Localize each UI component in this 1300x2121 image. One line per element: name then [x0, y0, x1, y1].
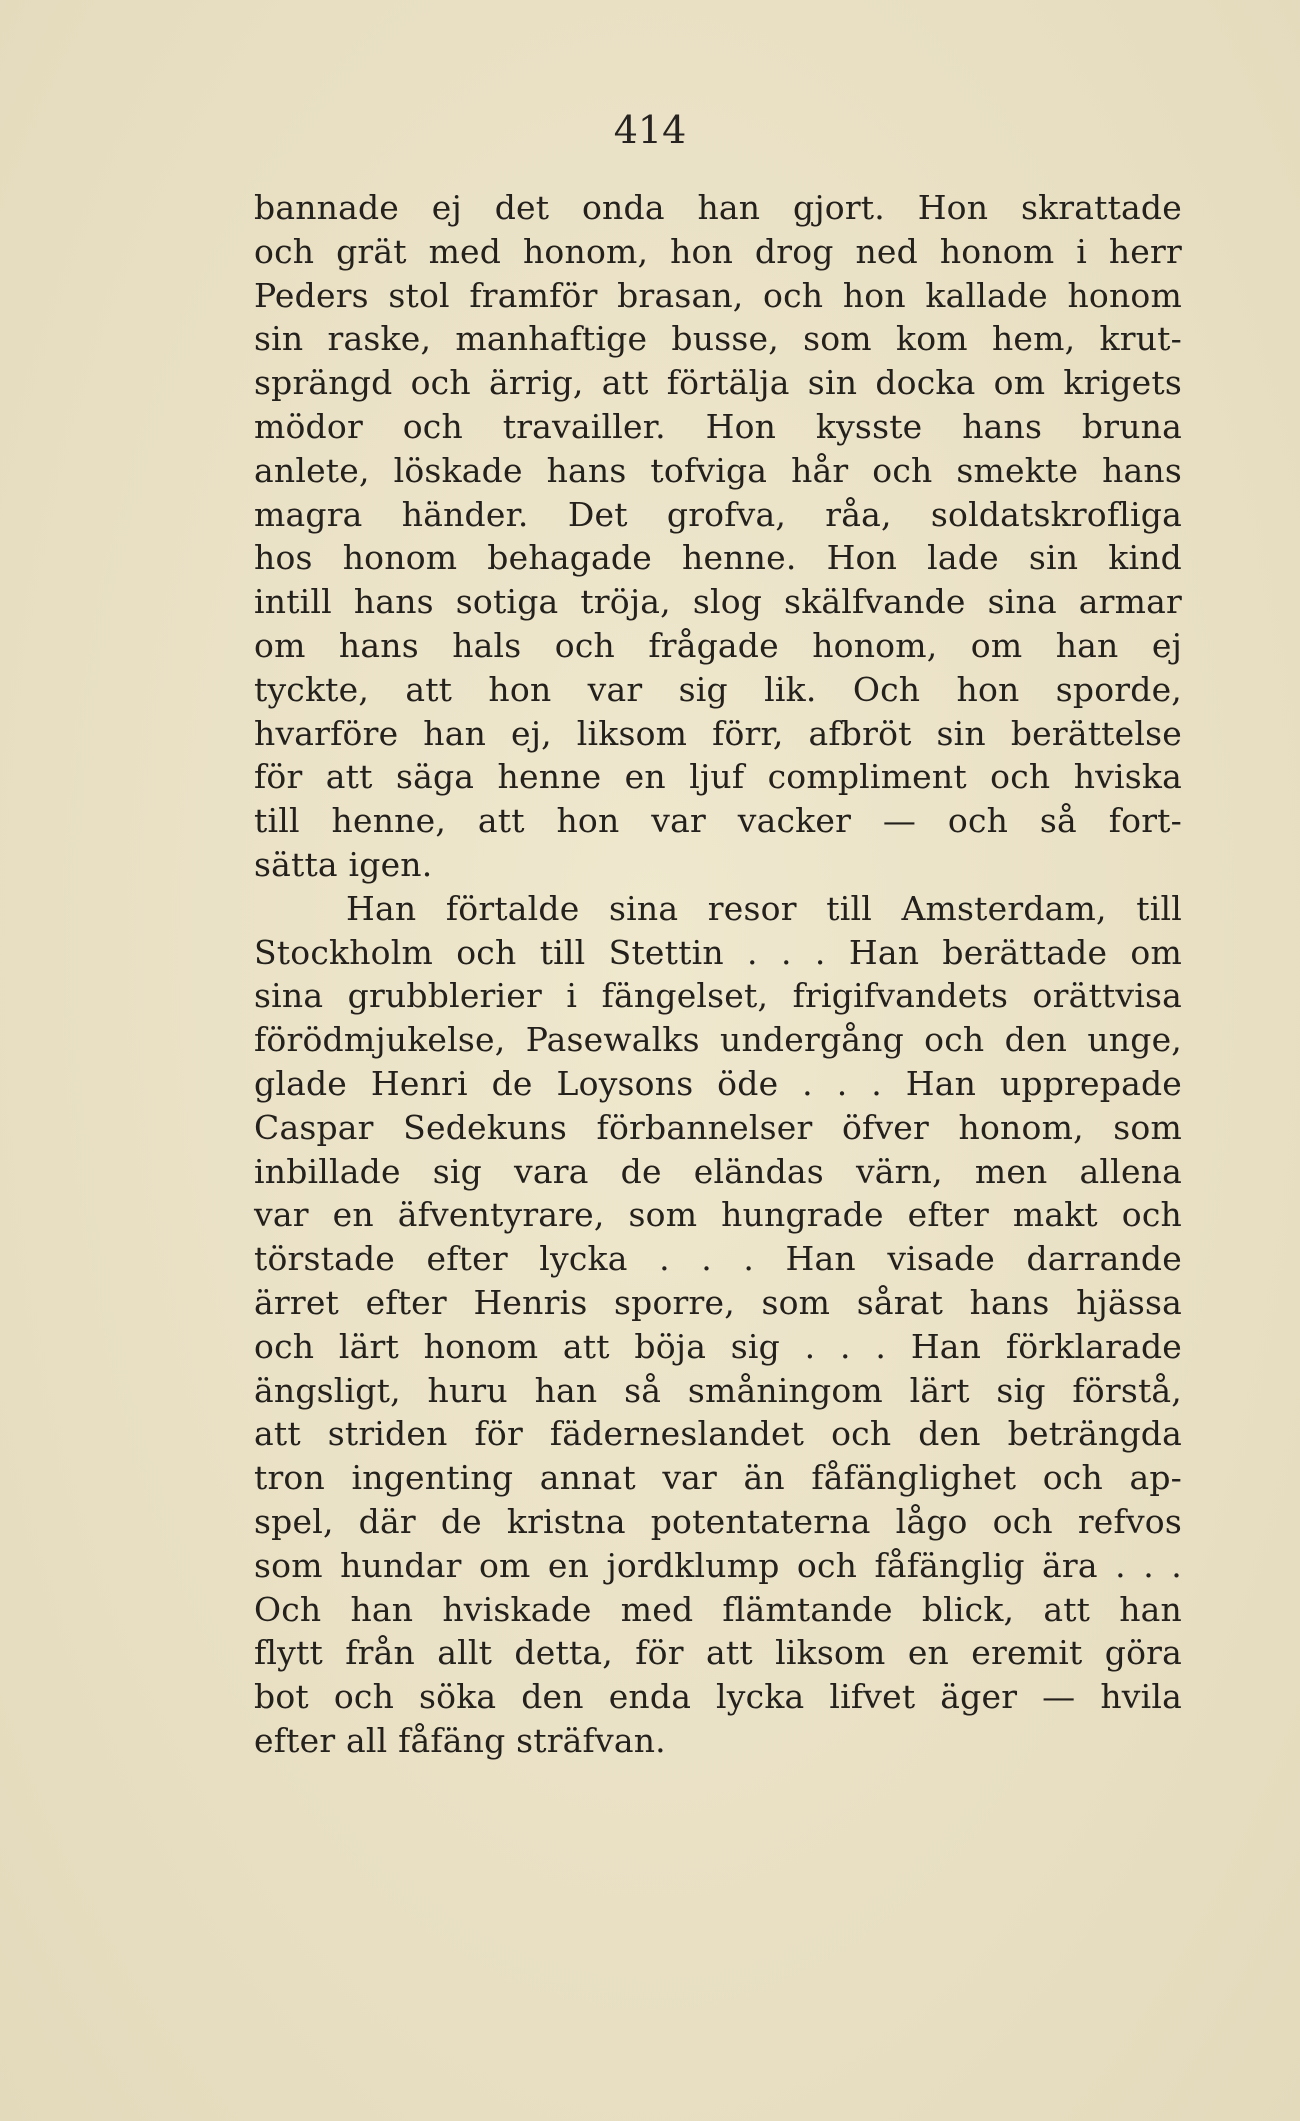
text-line: inbillade sig vara de eländas värn, men allena [254, 1151, 1182, 1191]
text-line: hos honom behagade henne. Hon lade sin kind [254, 538, 1182, 578]
text-line: sin raske, manhaftige busse, som kom hem, krut- [254, 319, 1182, 359]
text-line: som hundar om en jordklump och fåfänglig ära . . . [254, 1545, 1182, 1585]
text-line: tyckte, att hon var sig lik. Och hon sporde, [254, 669, 1182, 709]
text-line: var en äfventyrare, som hungrade efter makt och [254, 1195, 1182, 1235]
text-line: Han förtalde sina resor till Amsterdam, till [346, 888, 1182, 928]
text-line: Stockholm och till Stettin . . . Han berättade om [254, 932, 1182, 972]
text-line: bannade ej det onda han gjort. Hon skrattade [254, 188, 1182, 227]
text-line: om hans hals och frågade honom, om han ej [254, 625, 1182, 665]
text-line: spel, där de kristna potentaterna lågo och refvos [254, 1501, 1182, 1541]
text-line: och lärt honom att böja sig . . . Han förklarade [254, 1326, 1182, 1366]
text-line: att striden för fäderneslandet och den beträngda [254, 1414, 1182, 1454]
text-line: Caspar Sedekuns förbannelser öfver honom, som [254, 1107, 1182, 1147]
text-line: sina grubblerier i fängelset, frigifvandets orättvisa [254, 976, 1182, 1016]
text-line: hvarföre han ej, liksom förr, afbröt sin berättelse [254, 713, 1182, 753]
body-text [254, 186, 1182, 1763]
page-number: 414 [613, 108, 687, 152]
text-line: till henne, att hon var vacker — och så fort- [254, 801, 1182, 841]
text-line: glade Henri de Loysons öde . . . Han upprepade [254, 1063, 1182, 1103]
text-line: bot och söka den enda lycka lifvet äger — hvila [254, 1677, 1182, 1717]
text-line: törstade efter lycka . . . Han visade darrande [254, 1239, 1182, 1279]
text-line: sätta igen. [254, 844, 433, 884]
text-line: Och han hviskade med flämtande blick, att han [254, 1589, 1182, 1629]
text-line: flytt från allt detta, för att liksom en eremit göra [254, 1633, 1182, 1673]
paragraph [254, 887, 1182, 1763]
text-line: ärret efter Henris sporre, som sårat hans hjässa [254, 1282, 1182, 1322]
text-line: förödmjukelse, Pasewalks undergång och den unge, [254, 1020, 1182, 1060]
text-line: mödor och travailler. Hon kysste hans bruna [254, 406, 1182, 446]
text-line: och grät med honom, hon drog ned honom i herr [254, 231, 1182, 271]
text-line: sprängd och ärrig, att förtälja sin docka om krigets [254, 363, 1182, 403]
text-line: för att säga henne en ljuf compliment och hviska [254, 757, 1182, 797]
text-line: efter all fåfäng sträfvan. [254, 1720, 666, 1760]
text-line: magra händer. Det grofva, råa, soldatskrofliga [254, 494, 1182, 534]
text-line: ängsligt, huru han så småningom lärt sig förstå, [254, 1370, 1182, 1410]
paragraph [254, 186, 1182, 887]
text-line: Peders stol framför brasan, och hon kallade honom [254, 275, 1182, 315]
text-line: tron ingenting annat var än fåfänglighet och ap- [254, 1458, 1182, 1498]
text-line: intill hans sotiga tröja, slog skälfvande sina armar [254, 582, 1182, 622]
text-line: anlete, löskade hans tofviga hår och smekte hans [254, 450, 1182, 490]
